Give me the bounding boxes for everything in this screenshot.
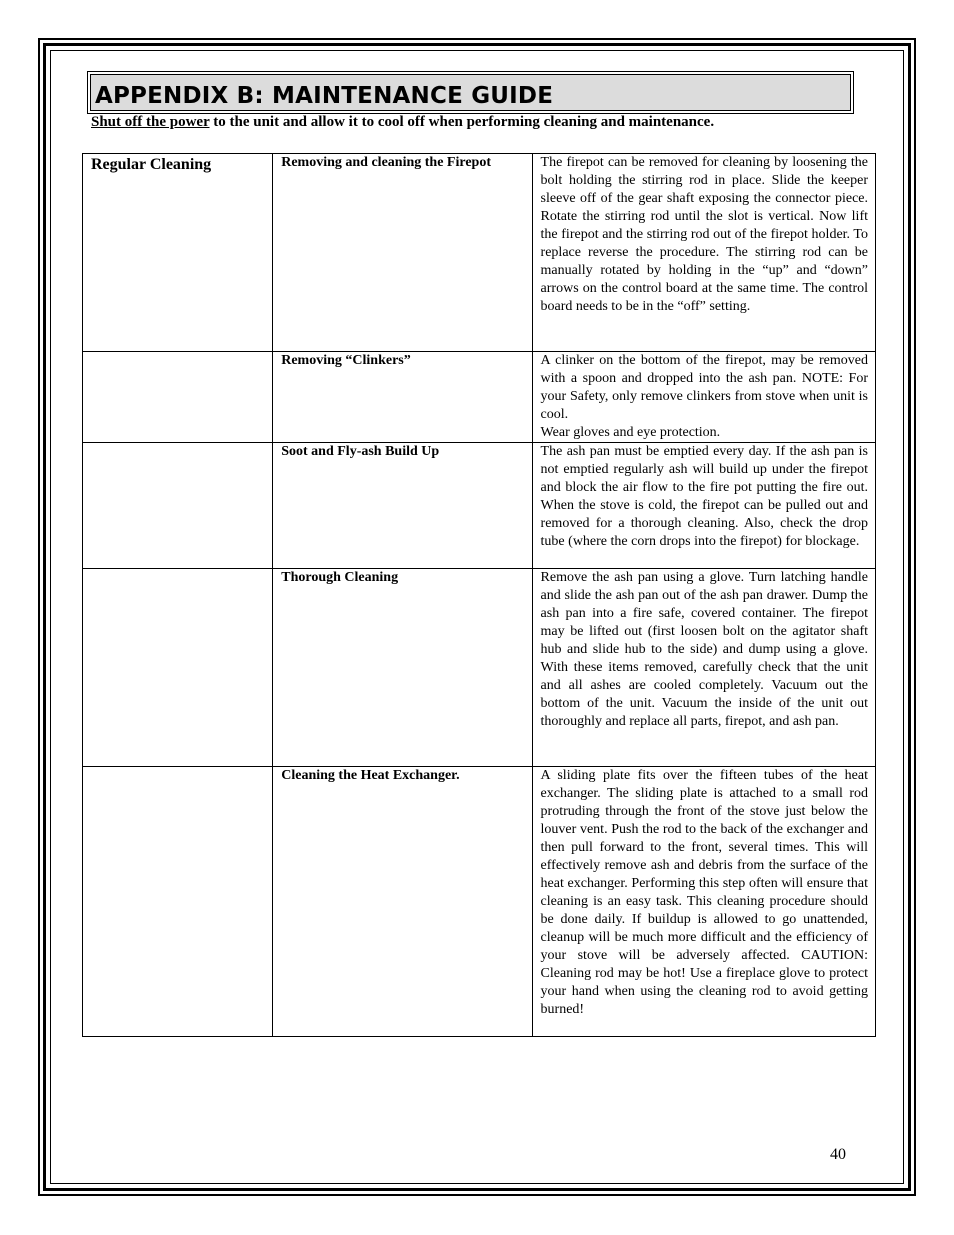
title-banner bbox=[90, 74, 851, 111]
page-title: APPENDIX B: MAINTENANCE GUIDE bbox=[95, 83, 554, 109]
power-warning-emphasis: Shut off the power bbox=[91, 114, 210, 130]
task-label: Thorough Cleaning bbox=[281, 570, 399, 585]
description-cell bbox=[532, 767, 875, 1037]
task-cell bbox=[273, 352, 532, 443]
task-description: A sliding plate fits over the fifteen tubes of the heat exchanger. The sliding plate is attached to a small rod protruding through the front of the stove just below the louver vent. Push the rod to the back of the exchanger and then pull forward to the front, several times. This will effectively remove ash and debris from the surface of the heat exchanger. Performing this step often will ensure that cleaning is an easy task. This cleaning procedure should be done daily. If buildup is allowed to go unattended, cleanup will be much more difficult and the efficiency of your stove will be adversely affected. CAUTION: Cleaning rod may be hot! Use a fireplace glove to protect your hand when using the cleaning rod to avoid getting burned! bbox=[540, 768, 868, 1017]
task-description: The ash pan must be emptied every day. If the ash pan is not emptied regularly ash will build up under the firepot and block the air flow to the fire pot putting the fire out. When the stove is cold, the firepot can be pulled out and removed for a thorough cleaning. Also, check the drop tube (where the corn drops into the firepot) for blockage. bbox=[540, 444, 868, 549]
title-box bbox=[87, 71, 854, 114]
category-cell bbox=[83, 569, 273, 767]
task-description: The firepot can be removed for cleaning by loosening the bolt holding the stirring rod in place. Slide the keeper sleeve off of the gear shaft exposing the connector piece. Rotate the stirring rod until the slot is vertical. Now lift the firepot and the stirring rod out of the firepot holder. To replace reverse the procedure. The stirring rod can be manually rotated by holding in the “up” and “down” arrows on the control board at the same time. The control board needs to be in the “off” setting. bbox=[540, 155, 868, 314]
task-label: Cleaning the Heat Exchanger. bbox=[281, 768, 460, 783]
task-description: Remove the ash pan using a glove. Turn latching handle and slide the ash pan out of the ash pan drawer. Dump the ash pan into a fire safe, covered container. The firepot may be lifted out (first loosen bolt on the agitator shaft hub and slide hub to the side) and dump using a glove. With these items removed, carefully check that the unit and all ashes are cooled completely. Vacuum out the bottom of the unit. Vacuum the inside of the unit out thoroughly and replace all parts, firepot, and ash pan. bbox=[540, 570, 868, 729]
task-description-note: Wear gloves and eye protection. bbox=[540, 425, 721, 440]
description-cell bbox=[532, 443, 875, 569]
description-cell bbox=[532, 569, 875, 767]
description-cell bbox=[532, 154, 875, 352]
table-row bbox=[83, 154, 876, 352]
power-warning bbox=[91, 114, 714, 131]
maintenance-table bbox=[82, 153, 876, 1037]
category-cell bbox=[83, 154, 273, 352]
category-cell bbox=[83, 352, 273, 443]
task-label: Soot and Fly-ash Build Up bbox=[281, 444, 440, 459]
category-cell bbox=[83, 767, 273, 1037]
task-cell bbox=[273, 443, 532, 569]
table-row bbox=[83, 767, 876, 1037]
task-label: Removing and cleaning the Firepot bbox=[281, 155, 491, 170]
power-warning-text: to the unit and allow it to cool off when performing cleaning and maintenance. bbox=[209, 114, 715, 130]
page-number: 40 bbox=[830, 1146, 846, 1163]
table-row bbox=[83, 443, 876, 569]
category-cell bbox=[83, 443, 273, 569]
task-cell bbox=[273, 569, 532, 767]
category-label: Regular Cleaning bbox=[91, 156, 212, 173]
task-description: A clinker on the bottom of the firepot, may be removed with a spoon and dropped into the ash pan. NOTE: For your Safety, only remove clinkers from stove when unit is cool. bbox=[540, 353, 868, 422]
task-label: Removing “Clinkers” bbox=[281, 353, 411, 368]
task-cell bbox=[273, 767, 532, 1037]
description-cell bbox=[532, 352, 875, 443]
task-cell bbox=[273, 154, 532, 352]
table-row bbox=[83, 569, 876, 767]
table-row bbox=[83, 352, 876, 443]
